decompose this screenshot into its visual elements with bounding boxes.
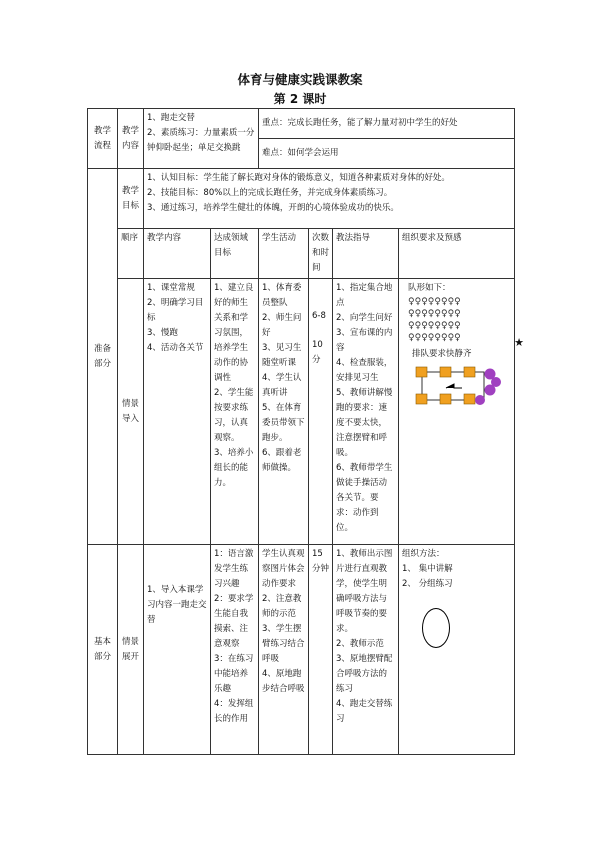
lesson-plan-table xyxy=(87,108,525,755)
running-track-diagram xyxy=(410,364,510,408)
basic-content-item: 1、导入本课学习内容一跑走交替 xyxy=(147,585,207,625)
prep-activity xyxy=(259,279,309,545)
document-title: 体育与健康实践课教案 xyxy=(237,72,363,87)
basic-stage-label: 情景展开 xyxy=(118,545,144,755)
header-content: 教学内容 xyxy=(144,229,211,279)
prep-guidance-item: 3、宣布课的内容 xyxy=(336,328,393,353)
basic-domain-item: 3：在练习中能培养乐趣 xyxy=(214,654,254,694)
goal-item: 3、通过练习，培养学生健壮的体魄，开朗的心境体验成功的快乐。 xyxy=(147,203,399,213)
basic-guidance-item: 3、原地摆臂配合呼吸方法的练习 xyxy=(336,654,393,694)
formation-label: 队形如下： xyxy=(408,283,451,293)
basic-guidance-item: 4、跑走交替练习 xyxy=(336,699,393,724)
header-guidance: 教法指导 xyxy=(333,229,399,279)
flow-content-list xyxy=(144,109,259,169)
basic-part-label: 基本部分 xyxy=(88,545,118,755)
prep-activity-item: 2、师生问好 xyxy=(262,313,302,338)
basic-guidance-item: 1、教师出示图片进行直观教学，使学生明确呼吸方法与呼吸节奏的要求。 xyxy=(336,549,393,634)
header-activity: 学生活动 xyxy=(259,229,309,279)
flow-label: 教学流程 xyxy=(88,109,118,169)
basic-times-item: 15 分钟 xyxy=(312,549,330,574)
basic-activity-item: 学生认真观察图片体会动作要求 xyxy=(262,549,305,589)
prep-domain-item: 3、培养小组长的能力。 xyxy=(214,448,254,488)
cone-icon xyxy=(416,367,475,404)
prep-org xyxy=(399,279,525,545)
prep-guidance xyxy=(333,279,399,545)
prep-part-label: 准备部分 xyxy=(88,169,118,545)
prep-times-item: 10 分 xyxy=(312,340,323,365)
flow-content-item: 2、素质练习：力量素质一分钟仰卧起坐；单足交换跳 xyxy=(147,128,255,153)
formation-row: ♀♀♀♀♀♀♀♀ xyxy=(408,321,461,331)
prep-guidance-item: 5、教师讲解慢跑的要求：速度不要太快，注意摆臂和呼吸。 xyxy=(336,388,393,458)
prep-guidance-item: 6、教师带学生做徒手操活动各关节。要求：动作到位。 xyxy=(336,463,393,533)
prep-times-item: 6-8 xyxy=(312,311,326,321)
goal-item: 2、技能目标：80%以上的完成长跑任务，并完成身体素质练习。 xyxy=(147,188,393,198)
prep-content-item: 1、课堂常规 xyxy=(147,283,195,293)
prep-activity-item: 3、见习生随堂听课 xyxy=(262,343,302,368)
difficulty: 难点：如何学会运用 xyxy=(259,139,515,169)
basic-activity xyxy=(259,545,309,755)
prep-guidance-item: 2、向学生问好 xyxy=(336,313,393,323)
header-times: 次数和时间 xyxy=(309,229,333,279)
goal-item: 1、认知目标：学生能了解长跑对身体的锻炼意义，知道各种素质对身体的好处。 xyxy=(147,173,450,183)
prep-domain xyxy=(211,279,259,545)
basic-times xyxy=(309,545,333,755)
flow-content-item: 1、跑走交替 xyxy=(147,113,195,123)
header-domain: 达成领域目标 xyxy=(211,229,259,279)
prep-activity-item: 1、体育委员整队 xyxy=(262,283,302,308)
basic-activity-item: 3、学生摆臂练习结合呼吸 xyxy=(262,624,305,664)
prep-guidance-item: 1、指定集合地点 xyxy=(336,283,393,308)
basic-org-item: 组织方法： xyxy=(402,549,445,559)
prep-activity-item: 6、跟着老师做操。 xyxy=(262,448,302,473)
basic-org-item: 2、 分组练习 xyxy=(402,579,453,589)
formation-row: ♀♀♀♀♀♀♀♀ xyxy=(408,333,461,343)
basic-guidance xyxy=(333,545,399,755)
header-order: 顺序 xyxy=(118,229,144,279)
prep-domain-item: 2、学生能按要求练习，认真观察。 xyxy=(214,388,254,443)
basic-guidance-item: 2、教师示范 xyxy=(336,639,384,649)
lesson-number: 第 2 课时 xyxy=(273,92,327,106)
prep-content-item: 2、明确学习目标 xyxy=(147,298,204,323)
basic-activity-item: 4、原地跑步结合呼吸 xyxy=(262,669,305,694)
goals-list xyxy=(144,169,515,229)
basic-content xyxy=(144,545,211,755)
prep-stage-label: 情景导入 xyxy=(118,279,144,545)
key-point: 重点：完成长跑任务，能了解力量对初中学生的好处 xyxy=(259,109,515,139)
content-label: 教学内容 xyxy=(118,109,144,169)
prep-domain-item: 1、建立良好的师生关系和学习氛围，培养学生动作的协调性 xyxy=(214,283,254,383)
basic-org xyxy=(399,545,515,755)
formation-row: ♀♀♀♀♀♀♀♀ xyxy=(408,309,461,319)
prep-content xyxy=(144,279,211,545)
basic-domain-item: 2：要求学生能自我摸索、注意观察 xyxy=(214,594,254,649)
teacher-marker-icon xyxy=(446,384,462,388)
header-org: 组织要求及预感 xyxy=(399,229,515,279)
formation-caption: 排队要求快静齐 xyxy=(412,349,472,359)
group-circle-icon xyxy=(422,608,450,648)
basic-domain-item: 1：语言激发学生练习兴趣 xyxy=(214,549,254,589)
ball-icon xyxy=(475,369,501,406)
prep-activity-item: 5、在体育委员带领下跑步。 xyxy=(262,403,305,443)
prep-activity-item: 4、学生认真听讲 xyxy=(262,373,302,398)
goals-label: 教学目标 xyxy=(118,169,144,229)
prep-guidance-item: 4、检查服装，安排见习生 xyxy=(336,358,393,383)
basic-domain-item: 4：发挥组长的作用 xyxy=(214,699,254,724)
basic-org-item: 1、 集中讲解 xyxy=(402,564,453,574)
basic-domain xyxy=(211,545,259,755)
prep-content-item: 3、慢跑 xyxy=(147,328,178,338)
formation-row: ♀♀♀♀♀♀♀♀ xyxy=(408,297,461,307)
basic-activity-item: 2、注意教师的示范 xyxy=(262,594,302,619)
prep-content-item: 4、活动各关节 xyxy=(147,343,204,353)
prep-times xyxy=(309,279,333,545)
teacher-star-icon: ★ xyxy=(514,336,525,349)
